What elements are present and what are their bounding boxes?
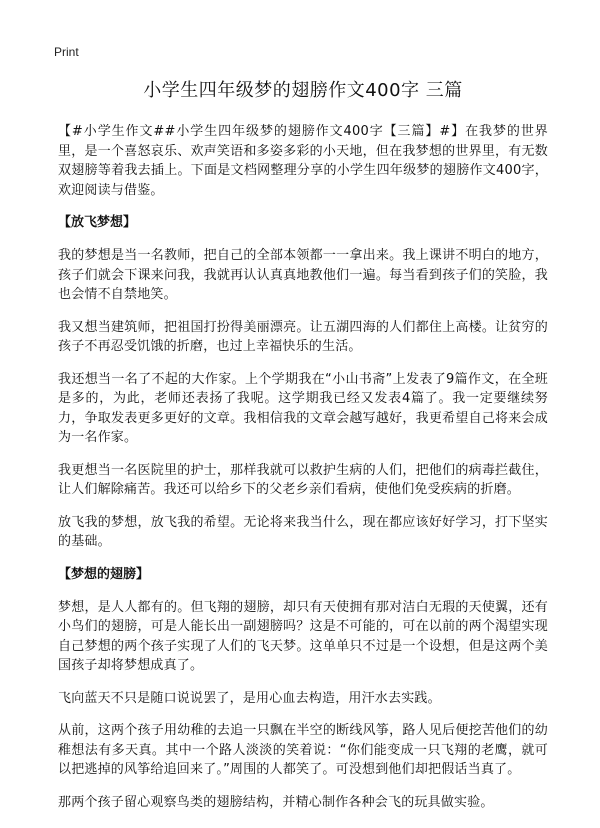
paragraph: 我还想当一名了不起的大作家。上个学期我在“小山书斋”上发表了9篇作文，在全班是多的，为此，老师还表扬了我呢。这学期我已经又发表4篇了。我一定要继续努力，争取发表更多更好的文章。我相信我的文章会越写越好，我更希望自己将来会成为一名作家。	[58, 371, 548, 445]
document-title: 小学生四年级梦的翅膀作文400字 三篇	[143, 80, 463, 101]
paragraph: 我更想当一名医院里的护士，那样我就可以救护生病的人们，把他们的病毒拦截住，让人们解除痛苦。我还可以给乡下的父老乡亲们看病，使他们免受疾病的折磨。	[58, 462, 548, 497]
document-page	[58, 78, 548, 825]
paragraph: 从前，这两个孩子用幼稚的去追一只飘在半空的断线风筝，路人见后便挖苦他们的幼稚想法有多天真。其中一个路人淡淡的笑着说：“你们能变成一只飞翔的老鹰，就可以把逃掉的风筝给追回来了。”周围的人都笑了。可没想到他们却把假话当真了。	[58, 723, 548, 777]
intro-paragraph: 【#小学生作文##小学生四年级梦的翅膀作文400字【三篇】#】在我梦的世界里，是一个喜怒哀乐、欢声笑语和多姿多彩的小天地，但在我梦想的世界里，有无数双翅膀等着我去插上。下面是文档网整理分享的小学生四年级梦的翅膀作文400字，欢迎阅读与借鉴。	[58, 124, 548, 198]
paragraph: 飞向蓝天不只是随口说说罢了，是用心血去构造，用汗水去实践。	[58, 690, 441, 706]
section-dream-wings	[58, 565, 548, 813]
paragraph: 梦想，是人人都有的。但飞翔的翅膀，却只有天使拥有那对洁白无瑕的天使翼，还有小鸟们的翅膀，可是人能长出一副翅膀吗？这是不可能的，可在以前的两个渴望实现自己梦想的两个孩子实现了人们的飞天梦。这单单只不过是一个设想，但是这两个美国孩子却将梦想成真了。	[58, 599, 548, 673]
section-heading: 【放飞梦想】	[58, 215, 137, 230]
print-link[interactable]: Print	[54, 45, 79, 59]
section-heading: 【梦想的翅膀】	[58, 566, 150, 582]
paragraph: 我又想当建筑师，把祖国打扮得美丽漂亮。让五湖四海的人们都住上高楼。让贫穷的孩子不再忍受饥饿的折磨，也过上幸福快乐的生活。	[58, 319, 548, 354]
section-fly-dream	[58, 213, 548, 552]
paragraph: 那两个孩子留心观察鸟类的翅膀结构，并精心制作各种会飞的玩具做实验。	[58, 794, 494, 810]
paragraph: 我的梦想是当一名教师，把自己的全部本领都一一拿出来。我上课讲不明白的地方，孩子们就会下课来问我，我就再认认真真地教他们一遍。每当看到孩子们的笑脸，我也会情不自禁地笑。	[58, 248, 548, 302]
paragraph: 放飞我的梦想，放飞我的希望。无论将来我当什么，现在都应该好好学习，打下坚实的基础。	[58, 514, 548, 549]
